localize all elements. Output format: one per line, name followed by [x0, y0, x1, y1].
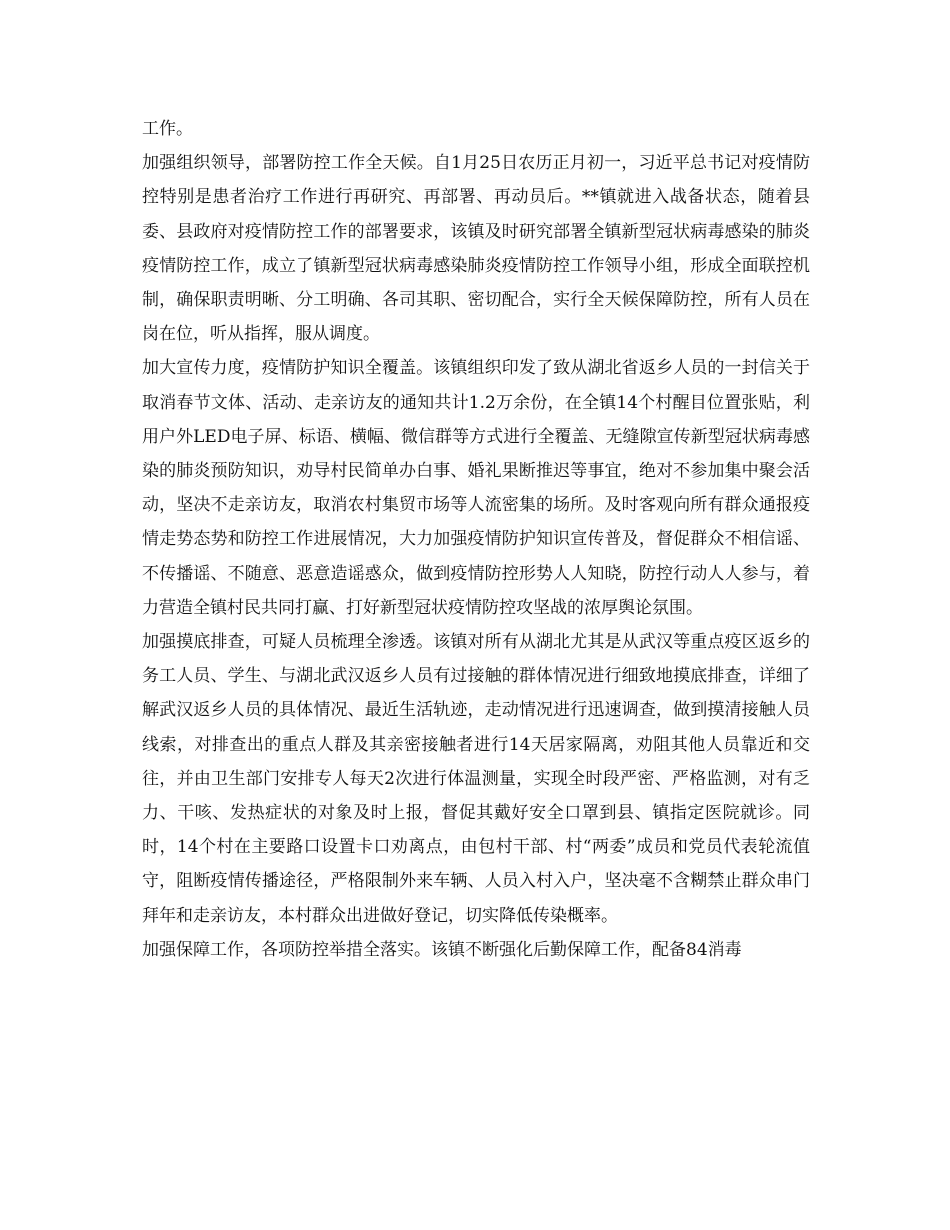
- document-body: [142, 112, 810, 967]
- paragraph-investigation: 加强摸底排查，可疑人员梳理全渗透。该镇对所有从湖北尤其是从武汉等重点疫区返乡的务工人员、学生、与湖北武汉返乡人员有过接触的群体情况进行细致地摸底排查，详细了解武汉返乡人员的具体情况、最近生活轨迹，走动情况进行迅速调查，做到摸清接触人员线索，对排查出的重点人群及其亲密接触者进行14天居家隔离，劝阻其他人员靠近和交往，并由卫生部门安排专人每天2次进行体温测量，实现全时段严密、严格监测，对有乏力、干咳、发热症状的对象及时上报，督促其戴好安全口罩到县、镇指定医院就诊。同时，14个村在主要路口设置卡口劝离点，由包村干部、村“两委”成员和党员代表轮流值守，阻断疫情传播途径，严格限制外来车辆、人员入村入户，坚决毫不含糊禁止群众串门拜年和走亲访友，本村群众出进做好登记，切实降低传染概率。: [142, 632, 810, 926]
- paragraph-publicity: 加大宣传力度，疫情防护知识全覆盖。该镇组织印发了致从湖北省返乡人员的一封信关于取消春节文体、活动、走亲访友的通知共计1.2万余份，在全镇14个村醒目位置张贴，利用户外LED电子屏、标语、横幅、微信群等方式进行全覆盖、无缝隙宣传新型冠状病毒感染的肺炎预防知识，劝导村民简单办白事、婚礼果断推迟等事宜，绝对不参加集中聚会活动，坚决不走亲访友，取消农村集贸市场等人流密集的场所。及时客观向所有群众通报疫情走势态势和防控工作进展情况，大力加强疫情防护知识宣传普及，督促群众不相信谣、不传播谣、不随意、恶意造谣惑众，做到疫情防控形势人人知晓，防控行动人人参与，着力营造全镇村民共同打赢、打好新型冠状疫情防控攻坚战的浓厚舆论氛围。: [142, 358, 810, 618]
- paragraph-continuation: 工作。: [142, 119, 193, 139]
- paragraph-support-work: 加强保障工作，各项防控举措全落实。该镇不断强化后勤保障工作，配备84消毒: [142, 939, 742, 960]
- paragraph-organization-leadership: 加强组织领导，部署防控工作全天候。自1月25日农历正月初一，习近平总书记对疫情防控特别是患者治疗工作进行再研究、再部署、再动员后。**镇就进入战备状态，随着县委、县政府对疫情防控工作的部署要求，该镇及时研究部署全镇新型冠状病毒感染的肺炎疫情防控工作，成立了镇新型冠状病毒感染肺炎疫情防控工作领导小组，形成全面联控机制，确保职责明晰、分工明确、各司其职、密切配合，实行全天候保障防控，所有人员在岗在位，听从指挥，服从调度。: [142, 153, 810, 345]
